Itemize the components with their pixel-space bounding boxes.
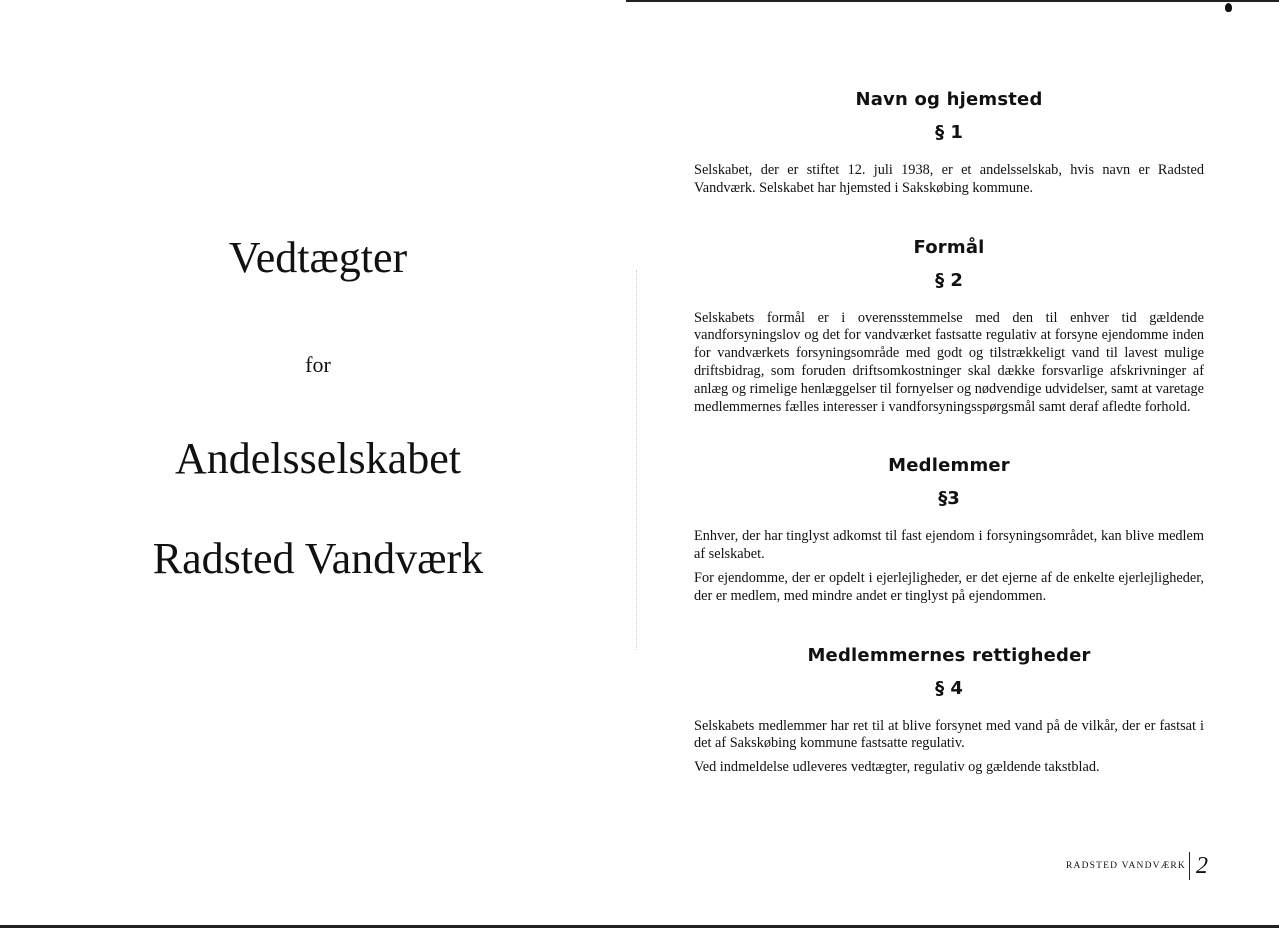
paragraph-number: §3	[938, 488, 960, 510]
paragraph-number: § 4	[935, 677, 963, 699]
paragraph-text: Enhver, der har tinglyst adkomst til fast ejendom i forsyningsområdet, kan blive medlem af selskabet.	[694, 528, 1204, 563]
cover-for: for	[305, 352, 331, 377]
section-heading: Navn og hjemsted	[855, 89, 1043, 110]
paragraph-number: § 2	[935, 269, 963, 291]
paragraph-text: For ejendomme, der er opdelt i ejerlejligheder, er det ejerne af de enkelte ejerlejligheder, der er medlem, med mindre andet er tinglyst på ejendommen.	[694, 569, 1204, 604]
section-medlemmer	[694, 450, 1204, 605]
paragraph-text: Ved indmeldelse udleveres vedtægter, regulativ og gældende takstblad.	[694, 759, 1100, 776]
section-medlemmernes-rettigheder	[694, 640, 1204, 777]
cover-title: Vedtægter	[228, 233, 408, 282]
section-navn-og-hjemsted	[694, 84, 1204, 198]
footer-divider	[1189, 852, 1190, 880]
paragraph-text: Selskabets medlemmer har ret til at blive forsynet med vand på de vilkår, der er fastsat i det af Sakskøbing kommune fastsatte regulativ.	[694, 717, 1204, 752]
section-heading: Medlemmernes rettigheder	[807, 644, 1091, 666]
cover-page	[0, 0, 636, 930]
footer-label: RADSTED VANDVÆRK	[1066, 861, 1186, 871]
section-gap	[694, 422, 1204, 450]
paragraph-text: Selskabet, der er stiftet 12. juli 1938, er et andelsselskab, hvis navn er Radsted Vandværk. Selskabet har hjemsted i Sakskøbing kommune.	[694, 162, 1204, 196]
paragraph-text: Selskabets formål er i overensstemmelse med den til enhver tid gældende vandforsyningslov og det for vandværket fastsatte regulativ at forsyne ejendomme inden for vandværkets forsyningsområde med godt og tilstrækkeligt vand til lavest mulige driftsbidrag, som foruden driftsomkostninger skal dække forsvarlige afskrivninger af anlæg og rimelige henlæggelser til fornyelser og nødvendige udvidelser, samt at varetage medlemmernes fælles interesser i vandforsyningsspørgsmål samt deraf afledte forhold.	[694, 309, 1204, 415]
paragraph-number: § 1	[935, 122, 963, 143]
page-fold	[636, 270, 637, 650]
page-footer	[1066, 850, 1208, 882]
section-heading: Formål	[913, 236, 985, 258]
section-gap	[694, 612, 1204, 640]
scan-speck	[1225, 3, 1232, 12]
cover-company: Andelsselskabet	[175, 434, 461, 483]
page-number: 2	[1195, 853, 1208, 879]
section-heading: Medlemmer	[888, 455, 1010, 477]
section-gap	[694, 204, 1204, 232]
section-formaal	[694, 232, 1204, 417]
scan-edge-top	[626, 0, 1279, 2]
bylaws-page	[694, 84, 1204, 783]
cover-name: Radsted Vandværk	[152, 534, 484, 583]
